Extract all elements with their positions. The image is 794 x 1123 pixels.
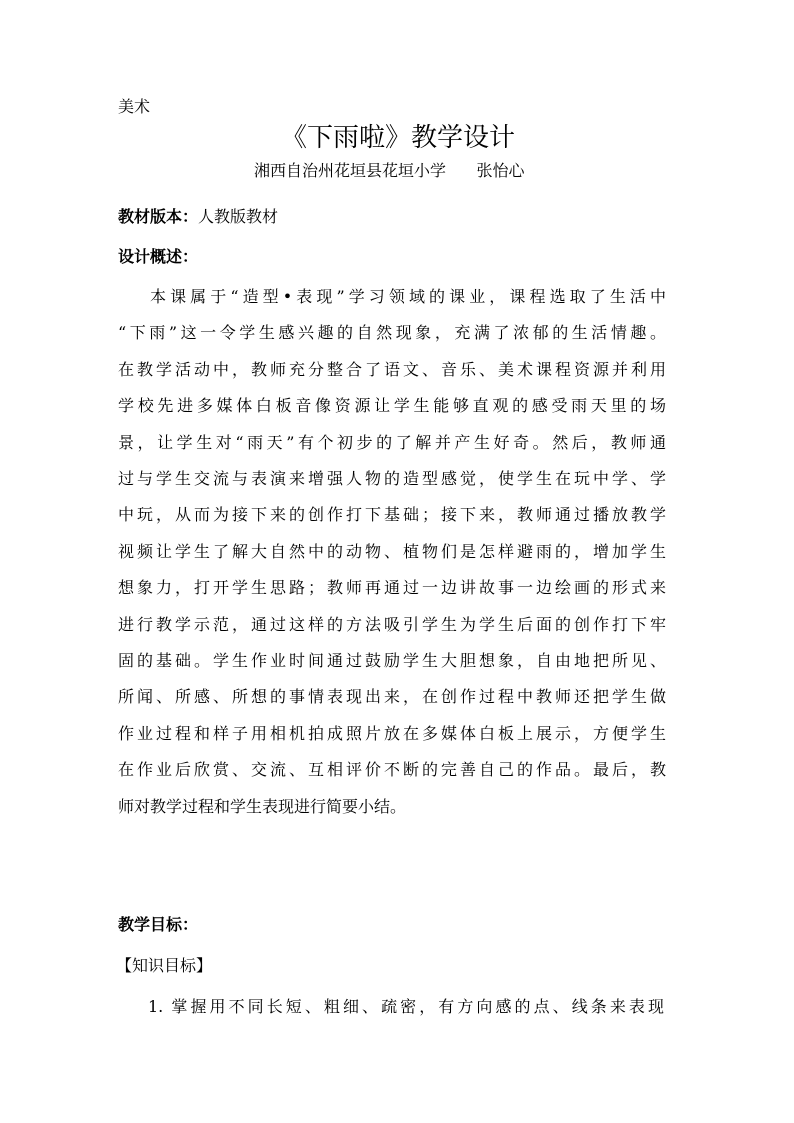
paragraph-line: 学校先进多媒体白板音像资源让学生能够直观的感受雨天里的场 [118, 396, 666, 416]
textbook-version-value: 人教版教材 [198, 207, 279, 226]
subject-label: 美术 [118, 97, 151, 116]
knowledge-objectives-subheading: 【知识目标】 [116, 956, 213, 975]
paragraph-line: 作业过程和样子用相机拍成照片放在多媒体白板上展示，方便学生 [118, 723, 666, 743]
overview-paragraph [118, 279, 666, 825]
document-title: 《下雨啦》教学设计 [280, 123, 515, 153]
textbook-version-label: 教材版本： [118, 207, 199, 226]
paragraph-line: 所闻、所感、所想的事情表现出来，在创作过程中教师还把学生做 [118, 687, 666, 707]
paragraph-line: 固的基础。学生作业时间通过鼓励学生大胆想象，自由地把所见、 [118, 651, 666, 671]
paragraph-line: 进行教学示范，通过这样的方法吸引学生为学生后面的创作打下牢 [118, 614, 666, 634]
paragraph-line: 在作业后欣赏、交流、互相评价不断的完善自己的作品。最后，教 [118, 760, 666, 780]
overview-heading: 设计概述： [118, 247, 199, 266]
paragraph-line: 想象力，打开学生思路；教师再通过一边讲故事一边绘画的形式来 [118, 578, 666, 598]
objective-item: 1. 掌握用不同长短、粗细、疏密，有方向感的点、线条来表现 [148, 997, 664, 1016]
paragraph-line: 本课属于“造型•表现”学习领域的课业，课程选取了生活中 [150, 287, 666, 306]
paragraph-line: 中玩，从而为接下来的创作打下基础；接下来，教师通过播放教学 [118, 505, 666, 525]
paragraph-line: 师对教学过程和学生表现进行简要小结。 [118, 796, 407, 816]
paragraph-line: 在教学活动中，教师充分整合了语文、音乐、美术课程资源并利用 [118, 359, 666, 379]
textbook-version-line [118, 206, 278, 228]
paragraph-line: 视频让学生了解大自然中的动物、植物们是怎样避雨的，增加学生 [118, 541, 666, 561]
paragraph-line: 过与学生交流与表演来增强人物的造型感觉，使学生在玩中学、学 [118, 469, 666, 489]
paragraph-line: 景，让学生对“雨天”有个初步的了解并产生好奇。然后，教师通 [118, 432, 666, 452]
paragraph-line: “下雨”这一令学生感兴趣的自然现象，充满了浓郁的生活情趣。 [118, 323, 666, 343]
author-byline: 湘西自治州花垣县花垣小学 张怡心 [254, 161, 525, 180]
objectives-heading: 教学目标： [118, 915, 199, 934]
